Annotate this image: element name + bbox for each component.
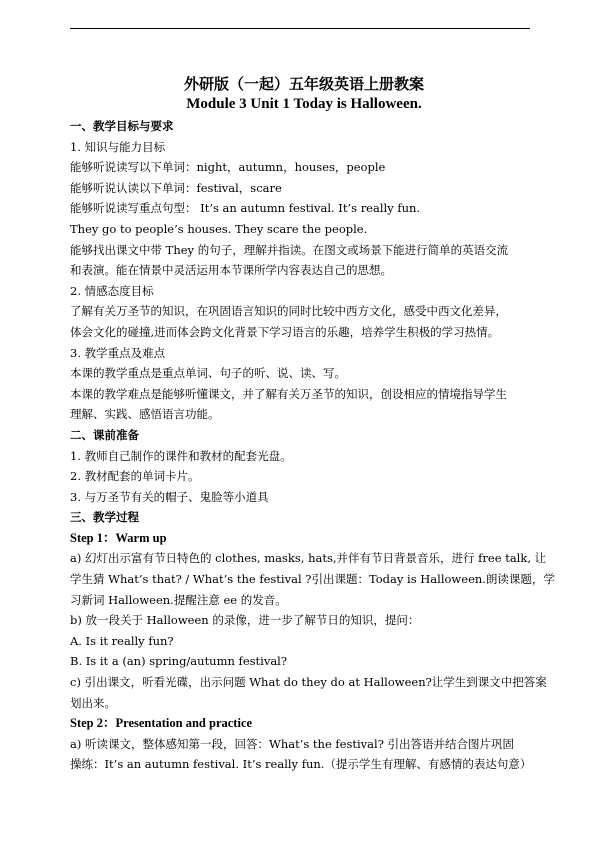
body-line: 划出来。 xyxy=(70,695,116,710)
document-subtitle: Module 3 Unit 1 Today is Halloween. xyxy=(186,96,422,112)
body-line: a) 幻灯出示富有节日特色的 clothes, masks, hats,并伴有节日背景音乐，进行 free talk, 让 xyxy=(70,551,547,566)
body-line: 能够听说读写以下单词：night，autumn，houses，people xyxy=(70,160,386,175)
body-line: 3. 与万圣节有关的帽子、鬼脸等小道具 xyxy=(70,489,269,504)
body-line: 本课的教学重点是重点单词、句子的听、说、读、写。 xyxy=(70,366,346,381)
body-line: A. Is it really fun? xyxy=(70,633,174,648)
header-rule xyxy=(70,28,530,29)
body-line: They go to people’s houses. They scare the people. xyxy=(70,221,368,236)
body-line: 和表演。能在情景中灵活运用本节课所学内容表达自己的思想。 xyxy=(70,263,392,278)
step-heading: Step 1：Warm up xyxy=(70,530,167,545)
section-heading: 二、课前准备 xyxy=(70,427,139,442)
body-line: 本课的教学难点是能够听懂课文，并了解有关万圣节的知识，创设相应的情境指导学生 xyxy=(70,386,507,401)
body-line: 1. 教师自己制作的课件和教材的配套光盘。 xyxy=(70,448,292,463)
body-line: 1. 知识与能力目标 xyxy=(70,139,166,154)
step-heading: Step 2：Presentation and practice xyxy=(70,716,253,731)
body-line: 2. 情感态度目标 xyxy=(70,283,154,298)
body-line: 习新词 Halloween.提醒注意 ee 的发音。 xyxy=(70,592,287,607)
document-title: 外研版（一起）五年级英语上册教案 xyxy=(183,75,424,93)
body-line: 能够找出课文中带 They 的句子，理解并指读。在图文或场景下能进行简单的英语交流 xyxy=(70,242,509,257)
body-line: a) 听读课文，整体感知第一段，回答：What’s the festival? 引出答语并结合图片巩固 xyxy=(70,736,515,751)
body-line: 体会文化的碰撞,进而体会跨文化背景下学习语言的乐趣，培养学生积极的学习热情。 xyxy=(70,324,500,339)
body-line: 学生猜 What’s that? / What’s the festival ?引出课题：Today is Halloween.朗读课题，学 xyxy=(70,572,555,587)
document-page xyxy=(70,74,555,775)
body-line: B. Is it a (an) spring/autumn festival? xyxy=(70,654,288,669)
body-line: c) 引出课文，听看光碟，出示问题 What do they do at Halloween?让学生到课文中把答案 xyxy=(70,675,547,690)
body-line: 能够听说读写重点句型： It’s an autumn festival. It’s really fun. xyxy=(70,201,421,216)
body-line: 能够听说认读以下单词：festival，scare xyxy=(70,180,282,195)
section-heading: 一、教学目标与要求 xyxy=(70,119,174,133)
section-heading: 三、教学过程 xyxy=(70,510,139,525)
body-line: 理解、实践、感悟语言功能。 xyxy=(70,407,220,422)
body-line: 2. 教材配套的单词卡片。 xyxy=(70,469,200,484)
body-line: 了解有关万圣节的知识，在巩固语言知识的同时比较中西方文化，感受中西文化差异， xyxy=(70,304,507,319)
body-line: 操练：It’s an autumn festival. It’s really fun.（提示学生有理解、有感情的表达句意） xyxy=(70,757,532,772)
document-body xyxy=(70,116,555,775)
body-line: 3. 教学重点及难点 xyxy=(70,345,166,360)
body-line: b) 放一段关于 Halloween 的录像，进一步了解节日的知识，提问： xyxy=(70,613,420,628)
